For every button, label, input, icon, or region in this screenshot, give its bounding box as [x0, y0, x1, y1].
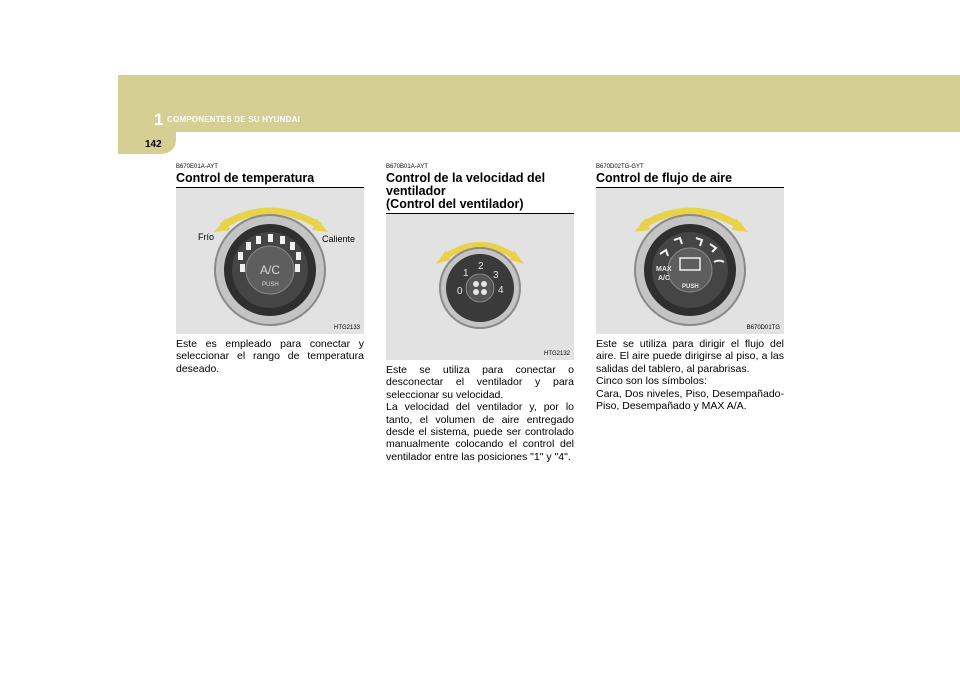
airflow-knob-illustration — [596, 188, 784, 334]
title-line: ventilador — [386, 184, 446, 198]
page-number: 142 — [145, 139, 162, 150]
fan-knob-figure — [386, 214, 574, 360]
title-line: (Control del ventilador) — [386, 197, 524, 211]
section-airflow — [596, 164, 784, 412]
airflow-knob-figure — [596, 188, 784, 334]
knob-push-text: PUSH — [682, 284, 699, 290]
body-paragraph: Este se utiliza para conectar o desconectar el ventilador y para seleccionar su velocidad. — [386, 364, 574, 401]
figure-code: HTG2133 — [333, 325, 360, 331]
section-body — [386, 364, 574, 463]
temperature-knob-figure — [176, 188, 364, 334]
section-temperature — [176, 164, 364, 375]
speed-label-1: 1 — [463, 268, 469, 279]
figure-code: HTG2132 — [543, 351, 570, 357]
section-title: Control de temperatura — [176, 171, 315, 185]
section-body — [596, 338, 784, 412]
knob-ac-text: A/C — [260, 263, 281, 277]
speed-label-0: 0 — [457, 286, 463, 297]
chapter-title: COMPONENTES DE SU HYUNDAI — [167, 115, 301, 124]
fan-knob-illustration — [386, 214, 574, 360]
knob-push-text: PUSH — [262, 282, 279, 288]
label-hot: Caliente — [322, 234, 356, 244]
body-paragraph: Este se utiliza para dirigir el flujo del aire. El aire puede dirigirse al piso, a las salidas del tablero, al parabrisas. — [596, 338, 784, 375]
temperature-knob-illustration — [176, 188, 364, 334]
speed-label-4: 4 — [498, 285, 504, 296]
speed-label-3: 3 — [493, 270, 499, 281]
section-body: Este es empleado para conectar y seleccionar el rango de temperatura deseado. — [176, 338, 364, 375]
body-paragraph: La velocidad del ventilador y, por lo tanto, el volumen de aire entregado desde el sistema, puede ser controlado manualmente colocando el control del ventilador entre las posiciones "1" y "4". — [386, 401, 574, 463]
chapter-number: 1 — [154, 110, 164, 129]
knob-max-text: MAX — [656, 266, 672, 273]
section-code: B670B01A-AYT — [386, 164, 428, 170]
body-paragraph: Cinco son los símbolos: — [596, 375, 707, 388]
knob-ac-text: A/C — [658, 275, 671, 282]
figure-code: B670D01TG — [746, 325, 780, 331]
speed-label-2: 2 — [478, 261, 484, 272]
section-code: B670E01A-AYT — [176, 164, 218, 170]
section-code: B670D02TG-GYT — [596, 164, 644, 170]
section-title: Control de flujo de aire — [596, 171, 733, 185]
section-title — [386, 172, 574, 211]
label-cold: Frío — [198, 232, 215, 242]
section-fan-speed — [386, 164, 574, 463]
title-line: Control de la velocidad del — [386, 171, 546, 185]
body-paragraph: Cara, Dos niveles, Piso, Desempañado-Piso, Desempañado y MAX A/A. — [596, 387, 784, 413]
